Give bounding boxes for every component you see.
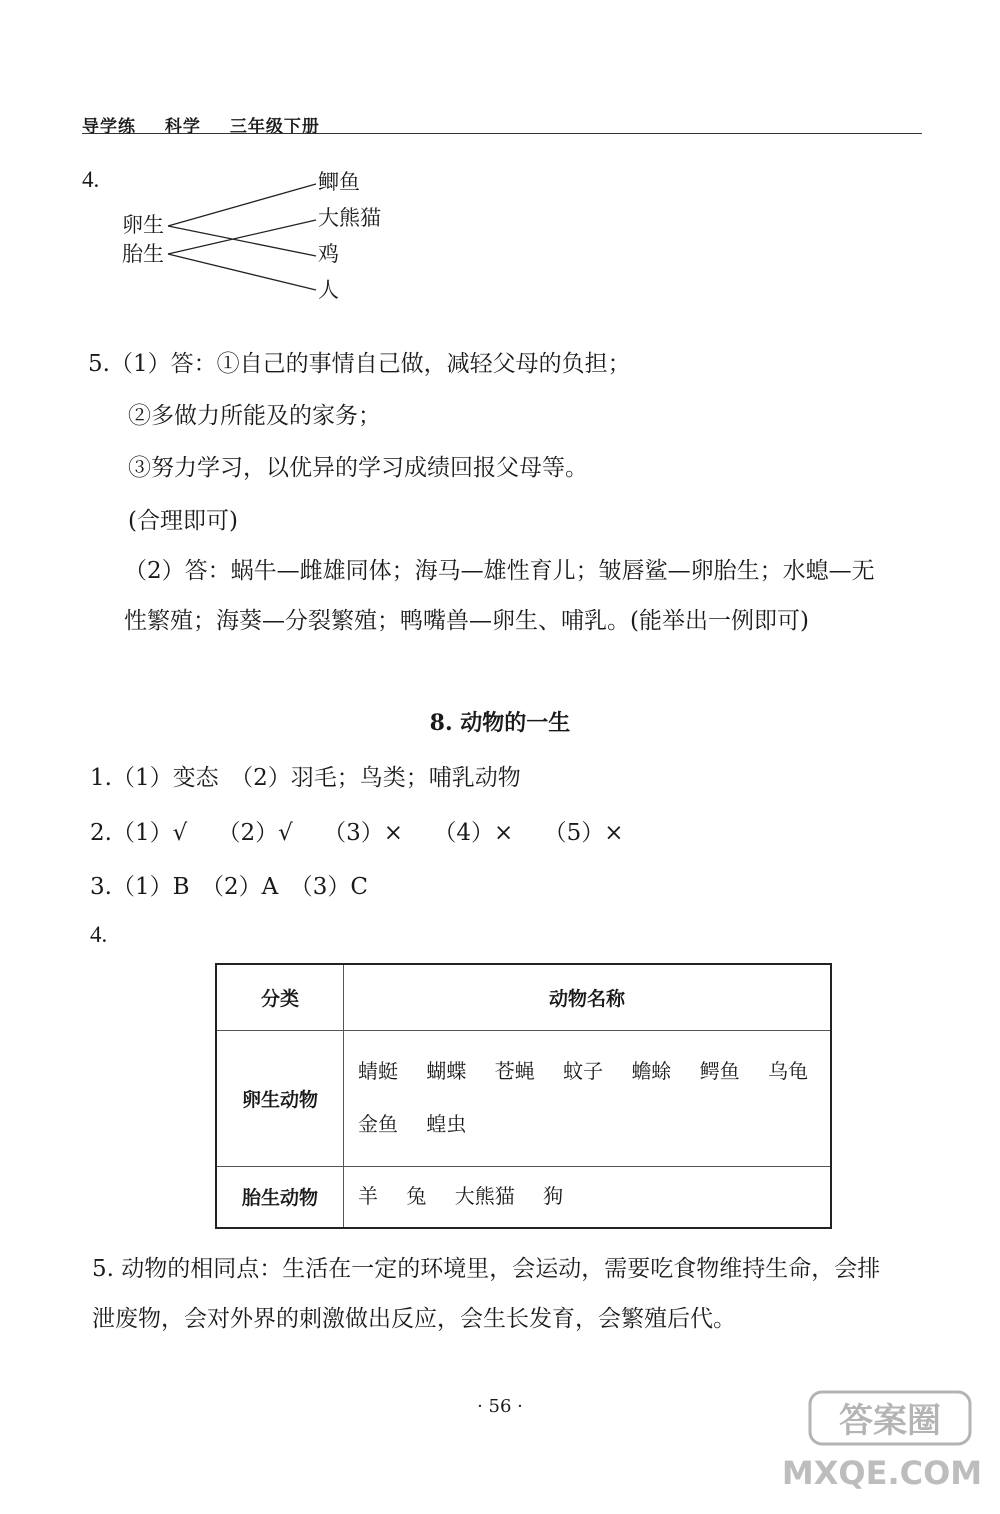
- right-label-panda: 大熊猫: [318, 206, 381, 230]
- match-line-viviparous-panda: [168, 220, 316, 254]
- section-title: 8. 动物的一生: [429, 710, 571, 736]
- answer-2: 2.（1）√ （2）√ （3）× （4）× （5）×: [90, 820, 624, 846]
- animal-name: 蟾蜍: [631, 1059, 672, 1083]
- q5-line-2: ②多做力所能及的家务；: [128, 403, 381, 429]
- animal-name: 蚊子: [563, 1059, 604, 1083]
- animal-name: 苍蝇: [494, 1059, 535, 1083]
- watermark-logo: [772, 1388, 982, 1500]
- animal-name: 羊: [358, 1184, 378, 1209]
- animal-name: 蜻蜓: [358, 1059, 398, 1083]
- classification-table: [215, 963, 832, 1229]
- animal-name: 金鱼: [358, 1112, 398, 1136]
- table-header-names: 动物名称: [344, 964, 832, 1030]
- q4-number: 4.: [82, 167, 100, 192]
- left-label-oviparous: 卵生: [122, 213, 164, 237]
- q5-line-6: 性繁殖；海葵—分裂繁殖；鸭嘴兽—卵生、哺乳。(能举出一例即可): [124, 608, 809, 634]
- table-row: [216, 1166, 831, 1228]
- q5b-line-1: 5. 动物的相同点：生活在一定的环境里，会运动，需要吃食物维持生命，会排: [92, 1256, 881, 1282]
- animal-name: 狗: [543, 1184, 564, 1209]
- animal-name: 蝴蝶: [426, 1059, 467, 1083]
- answer-1: 1.（1）变态 （2）羽毛；鸟类；哺乳动物: [90, 765, 521, 791]
- match-line-oviparous-chicken: [168, 226, 316, 256]
- header-subject: 科学: [164, 117, 201, 137]
- animal-name: 兔: [406, 1184, 427, 1209]
- answer-3: 3.（1）B （2）A （3）C: [90, 874, 368, 900]
- animal-name: 乌龟: [768, 1059, 809, 1083]
- watermark-top-text: 答案圈: [839, 1401, 941, 1441]
- answer-4: 4.: [90, 922, 108, 947]
- right-label-human: 人: [318, 278, 339, 302]
- animal-name: 鳄鱼: [699, 1059, 740, 1083]
- right-label-crucian: 鲫鱼: [318, 170, 360, 194]
- table-row: [216, 1030, 831, 1166]
- table-header-row: [216, 964, 831, 1030]
- header-book: 导学练: [82, 117, 136, 137]
- q5-line-5: （2）答：蜗牛—雌雄同体；海马—雄性育儿；皱唇鲨—卵胎生；水螅—无: [124, 558, 875, 584]
- match-line-viviparous-human: [168, 254, 316, 290]
- left-label-viviparous: 胎生: [122, 242, 164, 266]
- page-number: · 56 ·: [477, 1396, 523, 1417]
- q5-line-4: (合理即可): [128, 508, 238, 534]
- header-rule: [82, 133, 922, 134]
- q5-line-1: 5.（1）答：①自己的事情自己做，减轻父母的负担；: [88, 351, 631, 377]
- right-label-chicken: 鸡: [318, 242, 339, 266]
- table-header-category: 分类: [216, 964, 344, 1030]
- match-line-oviparous-crucian: [168, 184, 316, 226]
- animal-name: 蝗虫: [426, 1112, 467, 1136]
- matching-diagram: [110, 160, 410, 310]
- row-category-oviparous: 卵生动物: [216, 1030, 344, 1166]
- animal-name: 大熊猫: [454, 1184, 515, 1209]
- watermark-bottom-text: MXQE.COM: [781, 1454, 982, 1492]
- q5-line-3: ③努力学习，以优异的学习成绩回报父母等。: [128, 455, 588, 481]
- q5b-line-2: 泄废物，会对外界的刺激做出反应，会生长发育，会繁殖后代。: [92, 1306, 736, 1332]
- header-grade: 三年级下册: [229, 117, 320, 137]
- row-category-viviparous: 胎生动物: [216, 1166, 344, 1228]
- row-names-viviparous: [344, 1166, 832, 1228]
- row-names-oviparous: [344, 1030, 832, 1166]
